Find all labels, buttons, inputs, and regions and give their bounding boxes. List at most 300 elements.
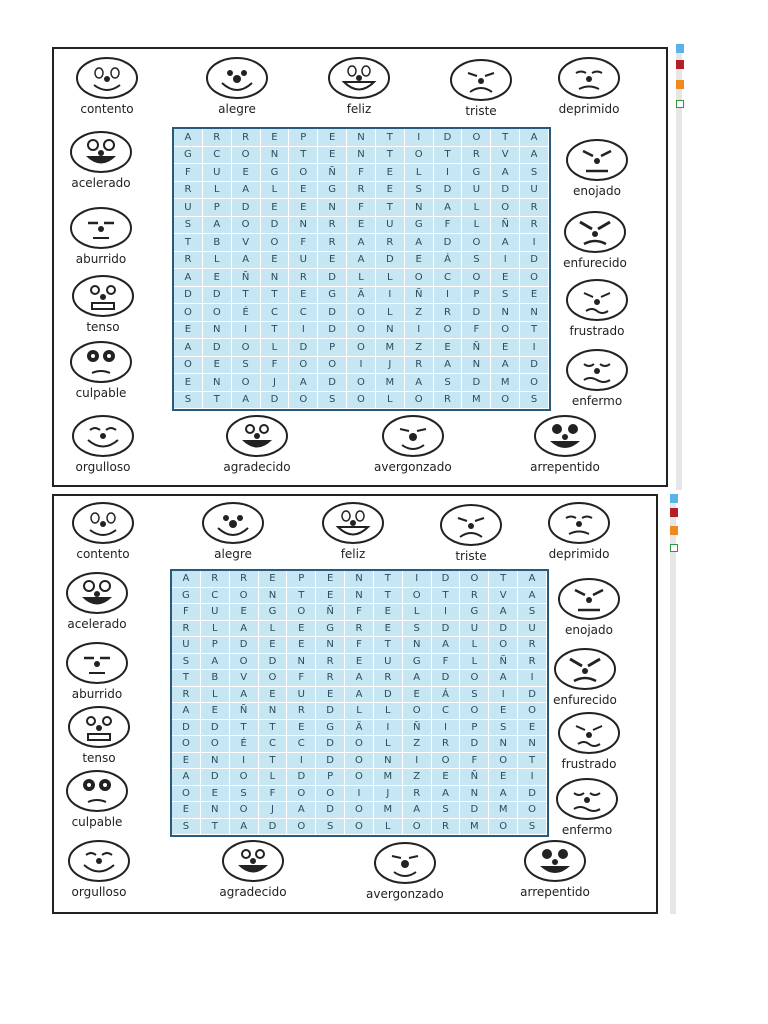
grid-letter: D [261, 392, 290, 410]
grid-letter: T [518, 753, 547, 770]
grid-letter: U [518, 621, 547, 638]
grid-letter: N [462, 357, 491, 375]
word-search-sheet [52, 47, 668, 487]
face-label: deprimido [548, 547, 610, 561]
grid-letter: O [405, 392, 434, 410]
grid-letter: L [261, 182, 290, 200]
green-marker-icon [676, 100, 684, 108]
grid-letter: E [374, 604, 403, 621]
face-alegre [202, 55, 272, 116]
grid-letter: N [287, 654, 316, 671]
face-label: frustrado [569, 324, 625, 338]
grid-letter: E [316, 588, 345, 605]
grid-letter: I [491, 252, 520, 270]
grid-letter: A [491, 234, 520, 252]
grid-letter: A [432, 786, 461, 803]
grid-letter: D [434, 182, 463, 200]
grid-letter: G [316, 720, 345, 737]
grid-letter: N [376, 322, 405, 340]
grid-letter: I [376, 287, 405, 305]
grid-letter: N [259, 703, 288, 720]
grid-letter: S [403, 621, 432, 638]
face-frustrado [554, 710, 624, 771]
grid-letter: U [172, 637, 201, 654]
grid-letter: D [491, 182, 520, 200]
grid-letter: I [232, 322, 261, 340]
grid-letter: E [289, 199, 318, 217]
tense-face-icon [68, 273, 138, 319]
grid-letter: L [376, 392, 405, 410]
face-label: orgulloso [75, 460, 131, 474]
grid-letter: R [518, 654, 547, 671]
grid-letter: Ñ [405, 287, 434, 305]
grid-letter: O [201, 736, 230, 753]
grid-letter: I [347, 357, 376, 375]
grid-letter: D [259, 819, 288, 836]
face-tenso [64, 704, 134, 765]
grid-letter: T [374, 588, 403, 605]
grid-letter: F [460, 753, 489, 770]
grid-letter: R [316, 670, 345, 687]
grid-letter: A [432, 637, 461, 654]
grid-letter: N [403, 637, 432, 654]
grid-letter: G [460, 604, 489, 621]
grid-letter: R [520, 217, 549, 235]
grid-letter: E [232, 164, 261, 182]
grid-letter: D [318, 374, 347, 392]
grid-letter: D [518, 786, 547, 803]
grid-letter: G [403, 654, 432, 671]
blue-marker-icon [670, 494, 678, 503]
face-label: agradecido [223, 460, 291, 474]
grid-letter: L [261, 339, 290, 357]
grid-letter: D [287, 769, 316, 786]
grid-letter: E [318, 147, 347, 165]
grid-letter: A [203, 217, 232, 235]
grid-letter: R [376, 234, 405, 252]
regretful-face-icon [530, 413, 600, 459]
grid-letter: S [491, 287, 520, 305]
grid-letter: O [230, 588, 259, 605]
grid-letter: N [460, 786, 489, 803]
grid-letter: R [287, 703, 316, 720]
grid-letter: R [403, 786, 432, 803]
grid-letter: L [201, 687, 230, 704]
grid-letter: N [316, 637, 345, 654]
grid-letter: R [432, 736, 461, 753]
grid-letter: A [520, 129, 549, 147]
grid-letter: R [201, 571, 230, 588]
grid-letter: E [318, 252, 347, 270]
grid-letter: E [230, 604, 259, 621]
grid-letter: R [434, 392, 463, 410]
grid-letter: D [432, 670, 461, 687]
grid-letter: E [261, 129, 290, 147]
depressed-face-icon [554, 55, 624, 101]
grid-letter: A [491, 164, 520, 182]
grid-letter: O [203, 304, 232, 322]
face-label: alegre [214, 547, 252, 561]
face-agradecido [222, 413, 292, 474]
grid-letter: I [287, 753, 316, 770]
grid-letter: T [174, 234, 203, 252]
grid-letter: Ñ [316, 604, 345, 621]
grid-letter: É [230, 736, 259, 753]
grid-letter: O [489, 819, 518, 836]
grid-letter: R [232, 129, 261, 147]
grid-letter: J [374, 786, 403, 803]
grid-letter: M [374, 769, 403, 786]
sad-face-icon [436, 502, 506, 548]
grid-letter: E [201, 786, 230, 803]
grid-letter: T [261, 322, 290, 340]
furious-face-icon [560, 209, 630, 255]
grid-letter: I [374, 720, 403, 737]
grid-letter: O [230, 769, 259, 786]
grid-letter: C [201, 588, 230, 605]
grid-letter: O [491, 199, 520, 217]
grid-letter: I [434, 287, 463, 305]
grid-letter: A [345, 687, 374, 704]
grid-letter: I [405, 129, 434, 147]
grid-letter: T [432, 588, 461, 605]
grid-letter: O [403, 703, 432, 720]
grid-letter: S [489, 720, 518, 737]
grid-letter: D [460, 736, 489, 753]
face-label: tenso [82, 751, 116, 765]
grid-letter: N [318, 199, 347, 217]
grid-letter: Ñ [403, 720, 432, 737]
grid-letter: R [462, 147, 491, 165]
grid-letter: R [518, 637, 547, 654]
grid-letter: D [318, 322, 347, 340]
grid-letter: A [405, 374, 434, 392]
grid-letter: T [203, 392, 232, 410]
face-label: acelerado [71, 176, 131, 190]
grid-letter: S [230, 786, 259, 803]
grid-letter: C [203, 147, 232, 165]
grid-letter: J [259, 802, 288, 819]
grid-letter: T [289, 147, 318, 165]
grid-letter: F [174, 164, 203, 182]
face-label: aburrido [71, 687, 123, 701]
grid-letter: O [172, 786, 201, 803]
grid-letter: S [520, 164, 549, 182]
grid-letter: S [520, 392, 549, 410]
grid-letter: E [403, 687, 432, 704]
grid-letter: O [347, 322, 376, 340]
red-marker-icon [670, 508, 678, 517]
face-label: arrepentido [530, 460, 600, 474]
grid-letter: O [347, 304, 376, 322]
grid-letter: A [174, 269, 203, 287]
frustrated-face-icon [562, 277, 632, 323]
face-label: triste [455, 549, 487, 563]
face-triste [436, 502, 506, 563]
grid-letter: E [316, 571, 345, 588]
grid-letter: L [374, 736, 403, 753]
grid-letter: N [203, 374, 232, 392]
grid-letter: E [347, 217, 376, 235]
grid-letter: I [434, 164, 463, 182]
grid-letter: O [518, 802, 547, 819]
grid-letter: O [347, 374, 376, 392]
grid-letter: O [289, 357, 318, 375]
guilty-face-icon [62, 768, 132, 814]
grid-letter: A [434, 357, 463, 375]
grid-letter: M [376, 374, 405, 392]
grid-letter: V [230, 670, 259, 687]
grid-letter: R [432, 819, 461, 836]
grid-letter: U [460, 621, 489, 638]
grid-letter: A [287, 802, 316, 819]
grid-letter: E [518, 720, 547, 737]
grid-letter: Á [432, 687, 461, 704]
face-label: avergonzado [374, 460, 452, 474]
grid-letter: N [518, 736, 547, 753]
grid-letter: Z [405, 304, 434, 322]
grid-letter: O [462, 129, 491, 147]
grid-letter: R [230, 571, 259, 588]
proud-face-icon [68, 413, 138, 459]
grid-letter: O [489, 637, 518, 654]
face-label: enfurecido [563, 256, 627, 270]
face-feliz [324, 55, 394, 116]
grid-letter: E [172, 802, 201, 819]
grateful-face-icon [222, 413, 292, 459]
face-enojado [562, 137, 632, 198]
grid-letter: Z [403, 736, 432, 753]
grid-letter: O [289, 392, 318, 410]
grid-letter: P [318, 339, 347, 357]
grid-letter: R [203, 129, 232, 147]
grid-letter: G [405, 217, 434, 235]
grid-letter: A [230, 687, 259, 704]
grid-letter: D [432, 571, 461, 588]
face-label: acelerado [67, 617, 127, 631]
grid-letter: O [172, 736, 201, 753]
grid-letter: O [259, 670, 288, 687]
grid-letter: A [345, 670, 374, 687]
grid-letter: L [405, 164, 434, 182]
grid-letter: U [174, 199, 203, 217]
grid-letter: Ä [347, 287, 376, 305]
face-contento [68, 500, 138, 561]
grid-letter: D [203, 287, 232, 305]
grid-letter: C [287, 736, 316, 753]
face-deprimido [554, 55, 624, 116]
grid-letter: T [172, 670, 201, 687]
grid-letter: O [345, 736, 374, 753]
grid-letter: A [518, 588, 547, 605]
grid-letter: Ñ [489, 654, 518, 671]
grid-letter: D [432, 621, 461, 638]
grid-letter: E [405, 252, 434, 270]
grid-letter: N [491, 304, 520, 322]
grid-letter: I [403, 571, 432, 588]
grid-letter: L [374, 703, 403, 720]
grid-letter: D [520, 252, 549, 270]
grid-letter: F [261, 357, 290, 375]
grid-letter: M [491, 374, 520, 392]
grid-letter: Ä [345, 720, 374, 737]
embarrassed-face-icon [370, 840, 440, 886]
grid-letter: A [489, 604, 518, 621]
grid-letter: E [259, 637, 288, 654]
grid-letter: E [174, 374, 203, 392]
grid-letter: Ñ [491, 217, 520, 235]
grid-letter: E [174, 322, 203, 340]
grid-letter: L [462, 199, 491, 217]
grid-letter: I [405, 322, 434, 340]
grid-letter: A [172, 703, 201, 720]
grid-letter: N [201, 802, 230, 819]
grid-letter: T [259, 720, 288, 737]
grid-letter: T [287, 588, 316, 605]
grid-letter: O [345, 802, 374, 819]
grid-letter: R [345, 621, 374, 638]
grid-letter: L [347, 269, 376, 287]
face-label: aburrido [75, 252, 127, 266]
grid-letter: E [172, 753, 201, 770]
grid-letter: M [462, 392, 491, 410]
grid-letter: L [259, 769, 288, 786]
grid-letter: T [261, 287, 290, 305]
orange-marker-icon [676, 80, 684, 89]
grid-letter: G [318, 287, 347, 305]
grid-letter: V [232, 234, 261, 252]
grid-letter: U [201, 604, 230, 621]
grid-letter: N [345, 571, 374, 588]
grateful-face-icon [218, 838, 288, 884]
grid-letter: D [201, 769, 230, 786]
grid-letter: T [232, 287, 261, 305]
grid-letter: S [405, 182, 434, 200]
grid-letter: E [201, 703, 230, 720]
grid-letter: O [318, 357, 347, 375]
red-marker-icon [676, 60, 684, 69]
grid-letter: O [232, 147, 261, 165]
grid-letter: O [491, 392, 520, 410]
face-enojado [554, 576, 624, 637]
grid-letter: M [460, 819, 489, 836]
grid-letter: N [203, 322, 232, 340]
grid-letter: O [403, 819, 432, 836]
face-label: enfermo [571, 394, 623, 408]
grid-letter: R [374, 670, 403, 687]
grid-letter: O [520, 269, 549, 287]
grid-letter: F [289, 234, 318, 252]
grid-letter: T [434, 147, 463, 165]
grid-letter: U [520, 182, 549, 200]
grid-letter: B [203, 234, 232, 252]
grid-letter: T [374, 571, 403, 588]
grid-letter: O [405, 269, 434, 287]
face-label: culpable [75, 386, 127, 400]
face-arrepentido [530, 413, 600, 474]
grid-letter: O [491, 322, 520, 340]
grid-letter: M [489, 802, 518, 819]
happy-face-icon [324, 55, 394, 101]
face-label: avergonzado [366, 887, 444, 901]
grid-letter: O [287, 819, 316, 836]
grid-letter: A [434, 199, 463, 217]
grid-letter: R [316, 654, 345, 671]
grid-letter: I [518, 670, 547, 687]
grid-letter: Z [405, 339, 434, 357]
face-label: arrepentido [520, 885, 590, 899]
grid-letter: O [345, 819, 374, 836]
grid-letter: D [434, 129, 463, 147]
grid-letter: D [460, 802, 489, 819]
grid-letter: C [261, 304, 290, 322]
grid-letter: N [261, 269, 290, 287]
grid-letter: N [345, 588, 374, 605]
grid-letter: G [462, 164, 491, 182]
letter-grid [170, 569, 549, 837]
face-label: enfurecido [553, 693, 617, 707]
grid-letter: N [489, 736, 518, 753]
grid-letter: L [462, 217, 491, 235]
grid-letter: D [518, 687, 547, 704]
frustrated-face-icon [554, 710, 624, 756]
grid-letter: O [434, 322, 463, 340]
smiling-face-icon [72, 55, 142, 101]
face-frustrado [562, 277, 632, 338]
grid-letter: O [174, 304, 203, 322]
grid-letter: A [230, 819, 259, 836]
grid-letter: T [374, 637, 403, 654]
grid-letter: A [201, 654, 230, 671]
grid-letter: O [174, 357, 203, 375]
grid-letter: S [434, 374, 463, 392]
grid-letter: D [316, 753, 345, 770]
grid-letter: F [434, 217, 463, 235]
grid-letter: L [374, 819, 403, 836]
grid-letter: O [289, 164, 318, 182]
grid-letter: F [287, 670, 316, 687]
grid-letter: C [289, 304, 318, 322]
grid-letter: I [432, 720, 461, 737]
face-label: deprimido [558, 102, 620, 116]
grid-letter: N [289, 217, 318, 235]
face-label: orgulloso [71, 885, 127, 899]
grid-letter: I [289, 322, 318, 340]
grid-letter: T [520, 322, 549, 340]
grid-letter: L [460, 654, 489, 671]
grid-letter: O [347, 392, 376, 410]
grid-letter: N [347, 147, 376, 165]
grid-letter: E [434, 339, 463, 357]
grid-letter: A [403, 802, 432, 819]
grid-letter: E [489, 703, 518, 720]
grid-letter: O [489, 753, 518, 770]
grid-letter: F [347, 164, 376, 182]
grid-letter: G [316, 621, 345, 638]
grid-letter: E [345, 654, 374, 671]
grid-letter: G [318, 182, 347, 200]
grid-letter: A [347, 252, 376, 270]
grid-letter: O [518, 703, 547, 720]
face-alegre [198, 500, 268, 561]
grid-letter: A [232, 392, 261, 410]
grid-letter: D [318, 304, 347, 322]
grid-letter: U [376, 217, 405, 235]
grid-letter: A [405, 234, 434, 252]
grid-letter: U [289, 252, 318, 270]
grid-letter: M [374, 802, 403, 819]
excited-face-icon [62, 570, 132, 616]
